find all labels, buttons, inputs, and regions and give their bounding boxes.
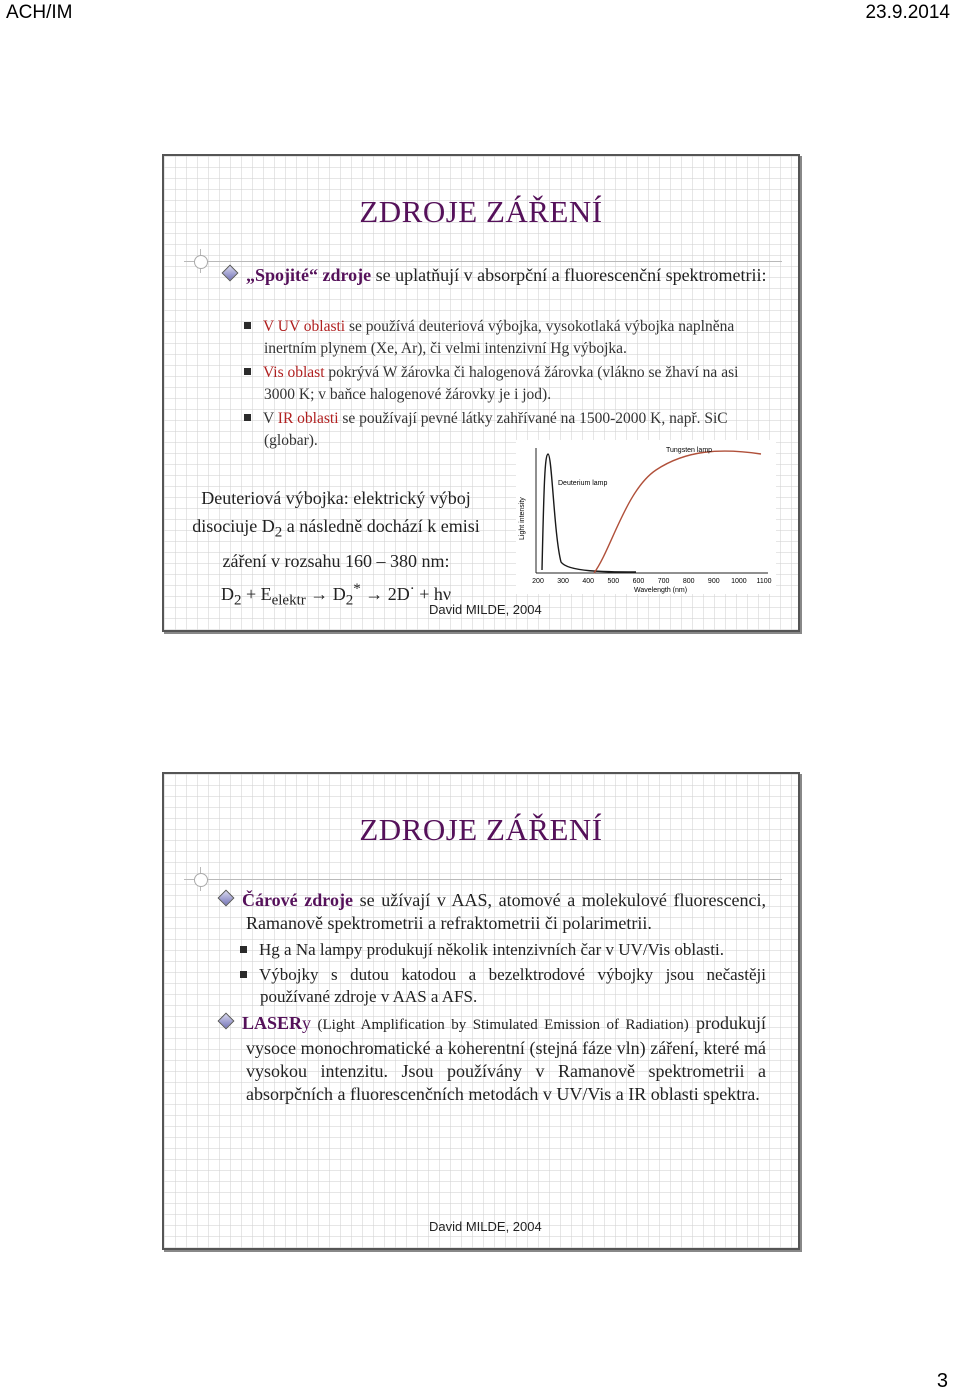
intro-paragraph <box>224 263 784 287</box>
square-bullet-icon <box>240 946 247 953</box>
slide-2-credit: David MILDE, 2004 <box>429 1219 542 1234</box>
diamond-bullet-icon <box>222 265 239 282</box>
item-text: se používají pevné látky zahřívané na 1500-2000 K, např. SiC (globar). <box>264 410 728 449</box>
x-tick-label: 900 <box>707 578 720 585</box>
decorative-circle <box>194 255 208 269</box>
line-sources-paragraph <box>220 889 766 935</box>
eq-c-sup: · <box>409 580 415 597</box>
square-bullet-icon <box>244 368 251 375</box>
slide-1-title: ZDROJE ZÁŘENÍ <box>359 194 603 229</box>
list-item <box>240 939 766 961</box>
highlight-vis: Vis oblast <box>263 364 325 381</box>
page-number: 3 <box>936 1370 948 1392</box>
item-text: pokrývá W žárovka či halogenová žárovka (vlákno se žhaví na asi 3000 K; v baňce halogenové žárovky je i jod). <box>264 364 739 403</box>
eq-b-sub: 2 <box>345 592 354 609</box>
x-tick-label: 200 <box>532 578 544 585</box>
list-item <box>244 362 744 406</box>
eq-a-sub: 2 <box>233 592 242 609</box>
list-item <box>244 316 744 360</box>
square-bullet-icon <box>244 414 251 421</box>
deut-sub: 2 <box>274 524 283 541</box>
square-bullet-icon <box>240 971 247 978</box>
decorative-rule <box>184 879 782 880</box>
line-sources-list <box>240 939 766 1008</box>
slide-2 <box>162 772 800 1250</box>
x-tick-label: 800 <box>682 578 695 585</box>
y-axis-label: Light intensity <box>519 497 526 540</box>
term-line-sources: Čárové zdroje <box>242 890 353 910</box>
x-axis-label: Wavelength (nm) <box>634 587 688 594</box>
paragraph-text: produkují vysoce monochromatické a koherentní (stejná fáze vln) záření, které má vysokou intenzitu. Jsou používány v Ramanově spektrometrii a absorpčních a fluorescenčních metodách v UV/Vis a IR oblasti spektra. <box>246 1013 766 1104</box>
diamond-bullet-icon <box>218 1013 235 1030</box>
eq-e-sub: elektr <box>271 592 306 609</box>
line-sources-content <box>220 889 766 1106</box>
slide-1-credit: David MILDE, 2004 <box>429 602 542 617</box>
eq-a: D <box>220 583 234 604</box>
diamond-bullet-icon <box>218 890 235 907</box>
deut-text-1: Deuteriová výbojka: elektrický výboj disociuje D <box>192 488 471 536</box>
intro-rest: se uplatňují v absorpční a fluorescenční spektrometrii: <box>371 265 767 285</box>
laser-suffix: y <box>302 1013 312 1033</box>
x-tick-label: 500 <box>607 578 620 585</box>
reaction-equation <box>220 580 452 609</box>
slide-1 <box>162 154 800 632</box>
eq-arrow-2: → 2D <box>360 583 410 604</box>
eq-plus: + E <box>241 583 272 604</box>
paragraph-text: se užívají v AAS, atomové a molekulové fluorescenci, Ramanově spektrometrii a refraktometrii či polarimetrii. <box>246 890 766 933</box>
source-list <box>244 316 744 454</box>
deuterium-label: Deuterium lamp <box>558 480 608 487</box>
highlight-uv: V UV oblasti <box>263 318 346 335</box>
laser-paragraph <box>220 1012 766 1106</box>
x-tick-label: 1000 <box>731 578 747 585</box>
item-text: se používá deuteriová výbojka, vysokotlaká výbojka naplněna inertním plynem (Xe, Ar), či velmi intenzivní Hg výbojka. <box>264 318 735 357</box>
laser-acronym: (Light Amplification by Stimulated Emission of Radiation) <box>311 1017 689 1033</box>
emission-spectrum-figure <box>516 440 776 594</box>
square-bullet-icon <box>244 322 251 329</box>
eq-b-sup: * <box>353 580 361 597</box>
x-tick-label: 1100 <box>756 578 772 585</box>
item-text: Hg a Na lampy produkují několik intenzivních čar v UV/Vis oblasti. <box>259 940 724 959</box>
x-tick-label: 300 <box>557 578 569 585</box>
quote-open: „ <box>246 265 255 285</box>
eq-tail: + hν <box>414 583 452 604</box>
x-tick-label: 600 <box>632 578 645 585</box>
tungsten-label: Tungsten lamp <box>666 447 713 454</box>
deut-text-2: a následně dochází k emisi záření v rozsahu 160 – 380 nm: <box>222 516 480 571</box>
term-laser: LASER <box>242 1013 303 1033</box>
x-tick-label: 400 <box>582 578 595 585</box>
list-item <box>240 964 766 1008</box>
header-course: ACH/IM <box>6 2 73 23</box>
decorative-circle <box>194 873 208 887</box>
deuterium-description <box>174 484 498 614</box>
slide-2-title: ZDROJE ZÁŘENÍ <box>359 812 603 847</box>
highlight-ir: IR oblasti <box>277 410 339 427</box>
item-text: Výbojky s dutou katodou a bezelktrodové výbojky jsou nečastěji používané zdroje v AAS a AFS. <box>259 965 766 1006</box>
term-continuous-sources: Spojité“ zdroje <box>255 265 372 285</box>
eq-arrow-1: → D <box>305 583 346 604</box>
x-tick-label: 700 <box>657 578 670 585</box>
decorative-rule <box>184 261 782 262</box>
header-date: 23.9.2014 <box>865 2 950 23</box>
item-pre: V <box>263 410 278 427</box>
